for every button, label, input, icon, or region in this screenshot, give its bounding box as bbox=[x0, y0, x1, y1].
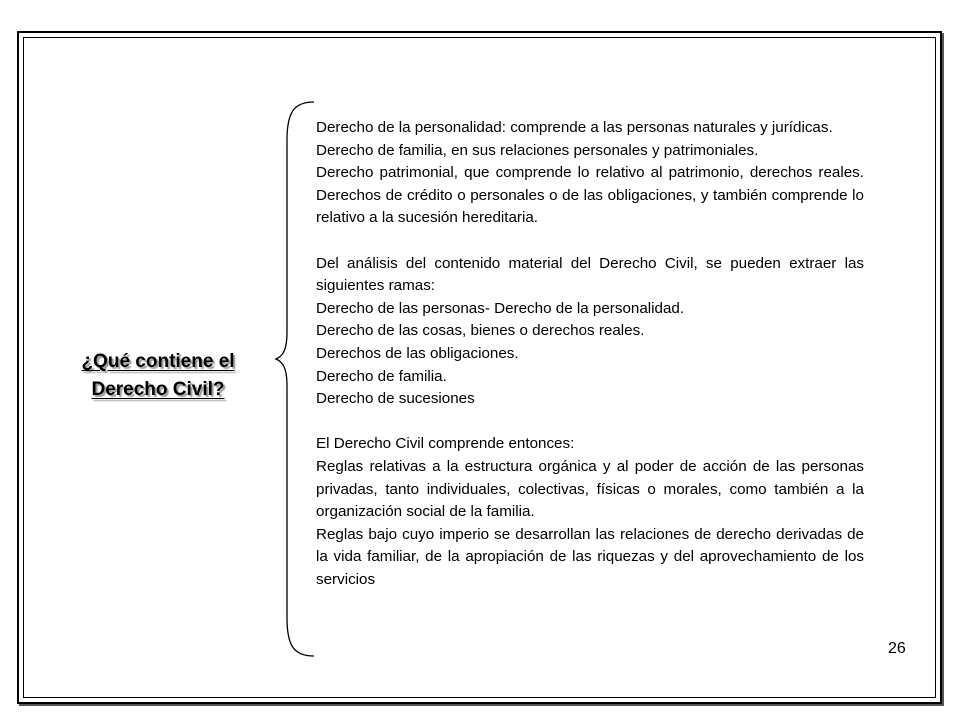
content-area bbox=[316, 117, 864, 591]
paragraph: Derecho de las personas- Derecho de la personalidad. bbox=[316, 299, 685, 317]
paragraph: Derecho de las cosas, bienes o derechos reales. bbox=[316, 322, 645, 340]
left-brace bbox=[274, 100, 318, 660]
page-number: 26 bbox=[888, 640, 906, 657]
paragraph: Derechos de las obligaciones. bbox=[316, 344, 519, 362]
paragraph: Derecho de la personalidad: comprende a las personas naturales y jurídicas. bbox=[316, 119, 833, 136]
spacer bbox=[316, 411, 864, 434]
paragraph: Derecho de familia, en sus relaciones personales y patrimoniales. bbox=[316, 141, 759, 159]
spacer bbox=[316, 230, 864, 253]
paragraph: Reglas bajo cuyo imperio se desarrollan las relaciones de derecho derivadas de la vida familiar, de la apropiación de las riquezas y del aprovechamiento de los servicios bbox=[316, 525, 864, 588]
paragraph: El Derecho Civil comprende entonces: bbox=[316, 435, 575, 453]
paragraph: Reglas relativas a la estructura orgánica y al poder de acción de las personas privadas, tanto individuales, colectivas, físicas o morales, como también a la organización social de la familia. bbox=[316, 457, 864, 521]
paragraph: Del análisis del contenido material del Derecho Civil, se pueden extraer las siguientes ramas: bbox=[316, 254, 864, 295]
paragraph: Derecho de sucesiones bbox=[316, 390, 475, 408]
paragraph: Derecho patrimonial, que comprende lo relativo al patrimonio, derechos reales. Derechos de crédito o personales o de las obligaciones, y también comprende lo relativo a la sucesión hereditaria. bbox=[316, 164, 864, 227]
question-heading: ¿Qué contiene el Derecho Civil? bbox=[81, 351, 235, 400]
paragraph: Derecho de familia. bbox=[316, 367, 447, 385]
